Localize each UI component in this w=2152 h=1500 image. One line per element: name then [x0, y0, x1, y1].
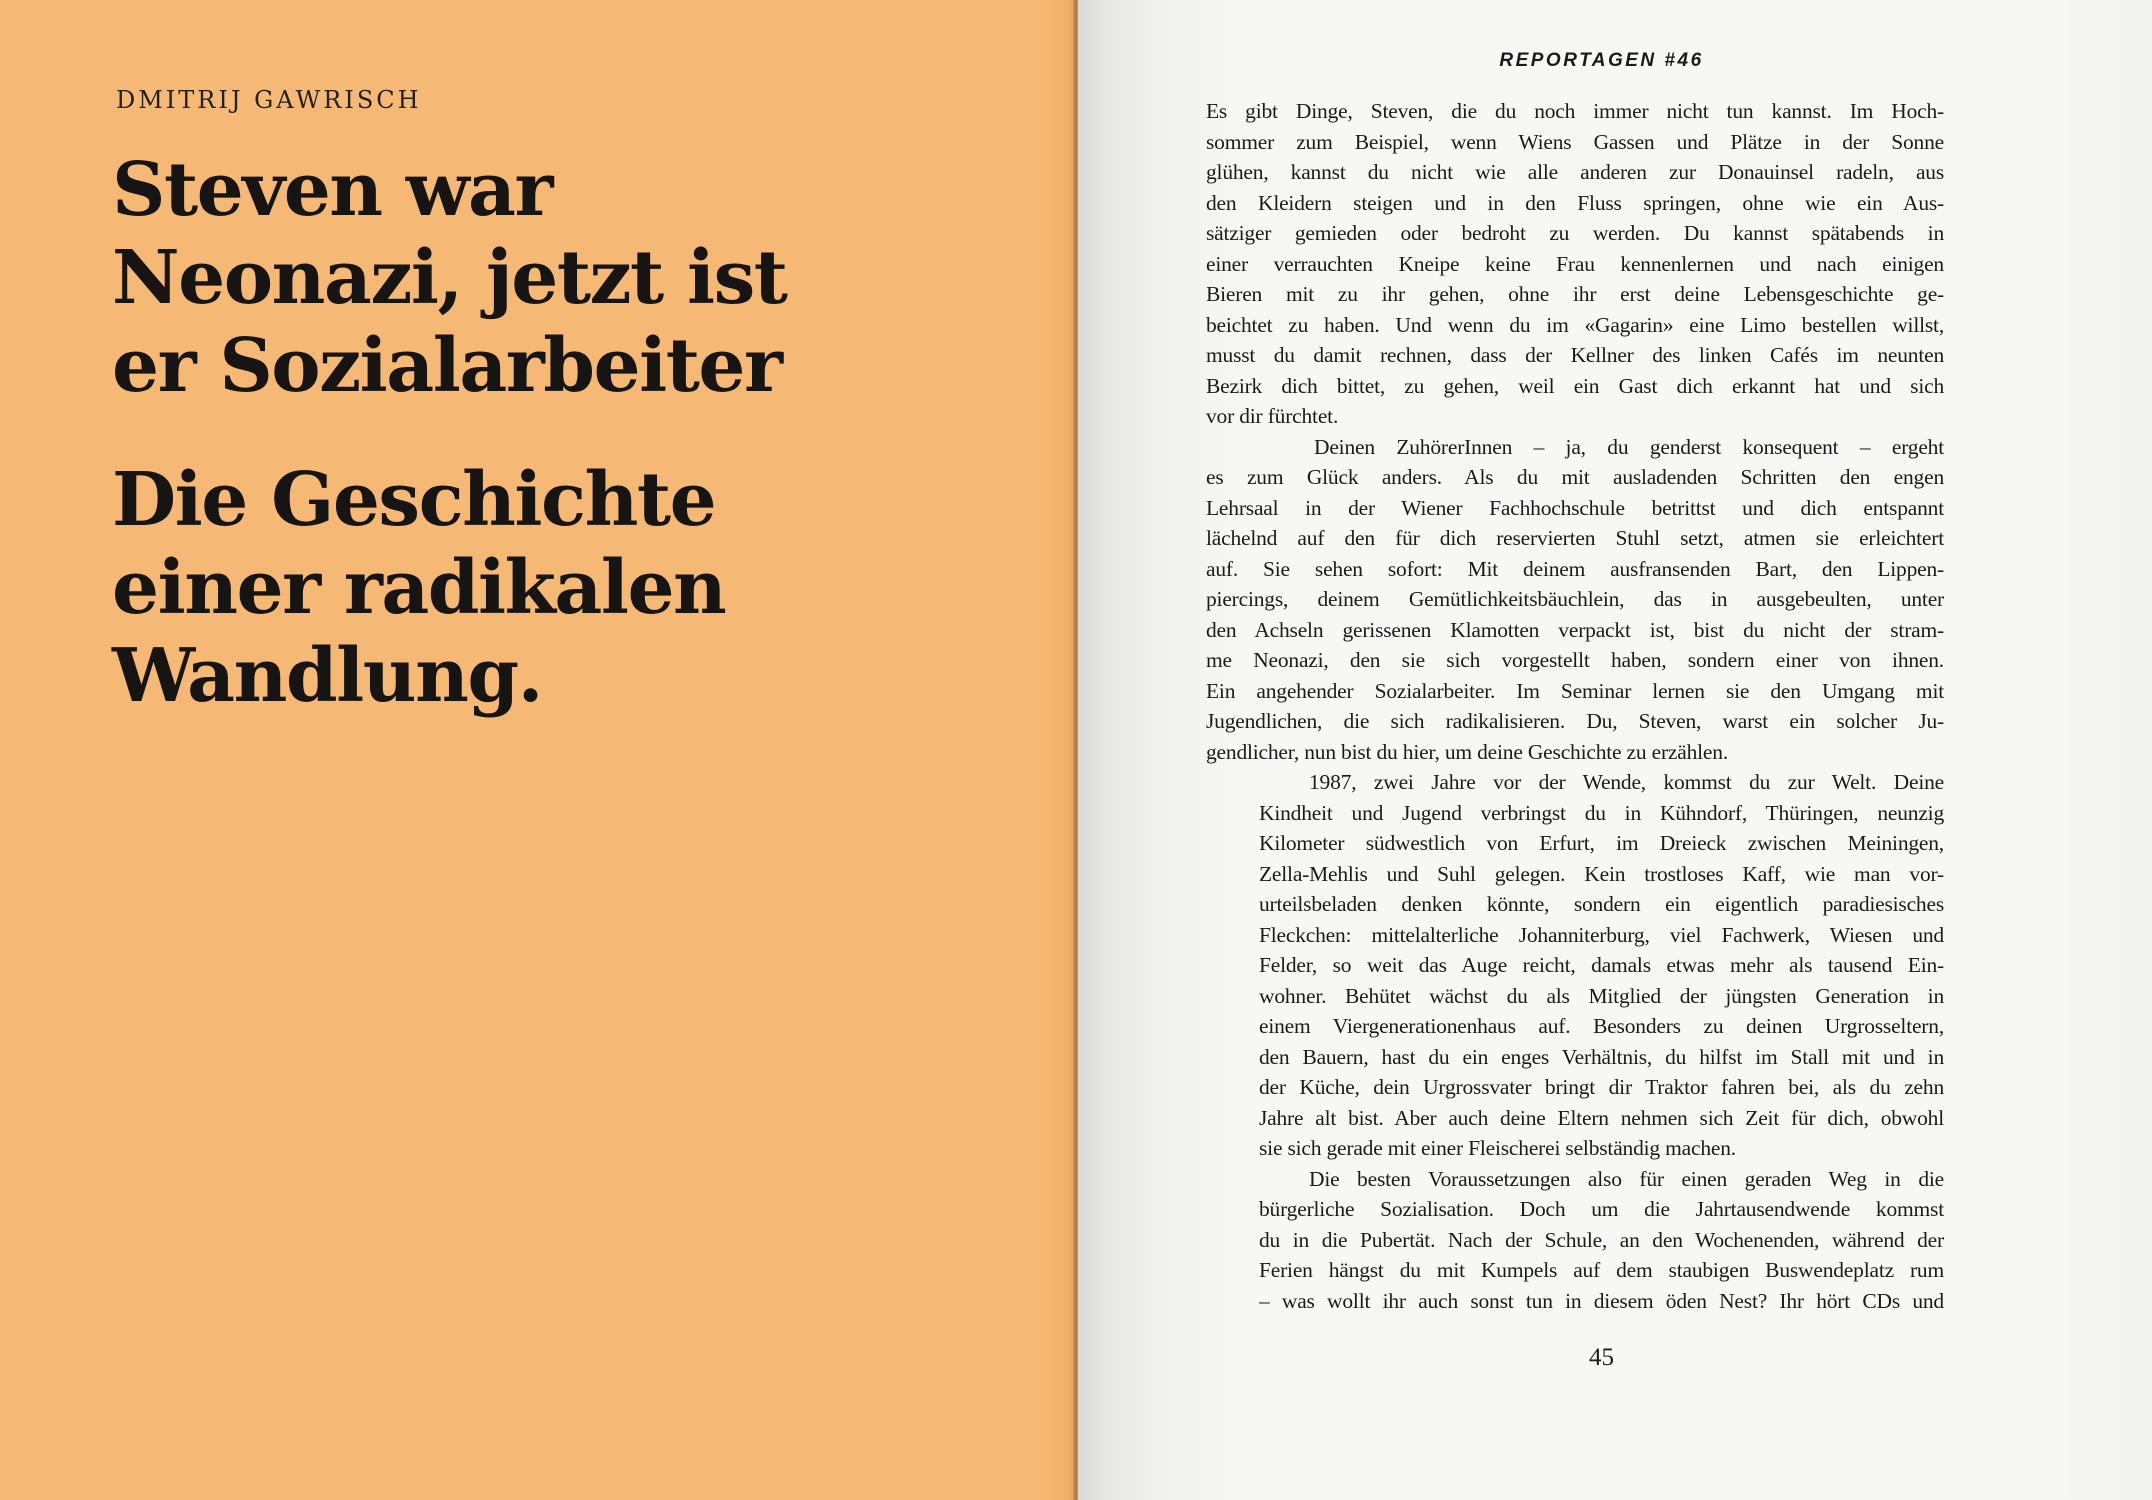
body-text-line: bürgerliche Sozialisation. Doch um die Jahrtausendwende kommst — [1259, 1197, 1944, 1221]
body-text-line: Lehrsaal in der Wiener Fachhochschule betrittst und dich entspannt — [1206, 495, 1944, 520]
body-text-line: vor dir fürchtet. — [1206, 404, 1339, 428]
body-text-line: Es gibt Dinge, Steven, die du noch immer nicht tun kannst. Im Hoch- — [1206, 99, 1944, 123]
body-text-line: Zella-Mehlis und Suhl gelegen. Kein trostloses Kaff, wie man vor- — [1259, 861, 1944, 886]
body-text-line: 1987, zwei Jahre vor der Wende, kommst du zur Welt. Deine — [1309, 770, 1944, 794]
body-text-line: sommer zum Beispiel, wenn Wiens Gassen und Plätze in der Sonne — [1206, 129, 1944, 154]
body-text-line: glühen, kannst du nicht wie alle anderen zur Donauinsel radeln, aus — [1206, 160, 1944, 184]
body-text-line: wohner. Behütet wächst du als Mitglied der jüngsten Generation in — [1259, 983, 1944, 1008]
title-line: Steven war — [112, 147, 552, 233]
body-text-column — [1206, 96, 1944, 1316]
body-text-line: musst du damit rechnen, dass der Kellner des linken Cafés im neunten — [1206, 343, 1944, 367]
article-subtitle — [112, 456, 1052, 720]
body-text-line: der Küche, dein Urgrossvater bringt dir Traktor fahren bei, als du zehn — [1259, 1075, 1944, 1099]
body-paragraph — [1259, 1164, 1944, 1317]
body-text-line: Ferien hängst du mit Kumpels auf dem staubigen Buswendeplatz rum — [1259, 1258, 1944, 1282]
body-text-line: den Achseln gerissenen Klamotten verpackt ist, bist du nicht der stram- — [1206, 617, 1944, 642]
article-title — [112, 146, 1052, 410]
body-text-line: den Kleidern steigen und in den Fluss springen, ohne wie ein Aus- — [1206, 190, 1944, 215]
author-name: DMITRIJ GAWRISCH — [116, 86, 422, 114]
title-line: Neonazi, jetzt ist — [112, 235, 787, 321]
running-header: REPORTAGEN #46 — [1499, 50, 1704, 71]
subtitle-line: Wandlung. — [112, 633, 542, 719]
body-text-line: Kindheit und Jugend verbringst du in Kühndorf, Thüringen, neunzig — [1259, 800, 1944, 825]
body-text-line: du in die Pubertät. Nach der Schule, an den Wochenenden, während der — [1259, 1227, 1944, 1252]
body-text-line: beichtet zu haben. Und wenn du im «Gagarin» eine Limo bestellen willst, — [1206, 312, 1944, 337]
body-text-line: sätziger gemieden oder bedroht zu werden. Du kannst spätabends in — [1206, 221, 1944, 245]
body-text-line: – was wollt ihr auch sonst tun in diesem öden Nest? Ihr hört CDs und — [1259, 1288, 1944, 1313]
body-paragraph — [1259, 767, 1944, 1164]
body-text-line: den Bauern, hast du ein enges Verhältnis, du hilfst im Stall mit und in — [1259, 1044, 1944, 1069]
subtitle-line: einer radikalen — [112, 545, 726, 631]
body-text-line: Bezirk dich bittet, zu gehen, weil ein Gast dich erkannt hat und sich — [1206, 373, 1944, 398]
right-page — [1078, 0, 2152, 1500]
title-line: er Sozialarbeiter — [112, 323, 782, 409]
body-text-line: Jahre alt bist. Aber auch deine Eltern nehmen sich Zeit für dich, obwohl — [1259, 1105, 1944, 1130]
body-text-line: urteilsbeladen denken könnte, sondern ein eigentlich paradiesisches — [1259, 892, 1944, 916]
body-text-line: Kilometer südwestlich von Erfurt, im Dreieck zwischen Meiningen, — [1259, 831, 1944, 855]
page-number: 45 — [1589, 1344, 1614, 1371]
body-text-line: Felder, so weit das Auge reicht, damals etwas mehr als tausend Ein- — [1259, 953, 1944, 977]
body-text-line: sie sich gerade mit einer Fleischerei selbständig machen. — [1259, 1136, 1736, 1160]
body-text-line: Bieren mit zu ihr gehen, ohne ihr erst deine Lebensgeschichte ge- — [1206, 282, 1944, 306]
body-text-line: lächelnd auf den für dich reservierten Stuhl setzt, atmen sie erleichtert — [1206, 526, 1944, 550]
body-text-line: einer verrauchten Kneipe keine Frau kennenlernen und nach einigen — [1206, 251, 1944, 276]
body-text-line: Ein angehender Sozialarbeiter. Im Seminar lernen sie den Umgang mit — [1206, 678, 1944, 703]
body-text-line: Die besten Voraussetzungen also für einen geraden Weg in die — [1309, 1166, 1944, 1191]
body-text-line: piercings, deinem Gemütlichkeitsbäuchlein, das in ausgebeulten, unter — [1206, 587, 1944, 611]
body-text-line: auf. Sie sehen sofort: Mit deinem ausfransenden Bart, den Lippen- — [1206, 556, 1944, 581]
body-text-line: es zum Glück anders. Als du mit ausladenden Schritten den engen — [1206, 465, 1944, 489]
body-text-line: gendlicher, nun bist du hier, um deine Geschichte zu erzählen. — [1206, 739, 1728, 764]
body-text-line: einem Viergenerationenhaus auf. Besonders zu deinen Urgrosseltern, — [1259, 1014, 1944, 1038]
body-paragraph — [1206, 96, 1944, 432]
body-paragraph — [1206, 432, 1944, 768]
body-text-line: Fleckchen: mittelalterliche Johanniterburg, viel Fachwerk, Wiesen und — [1259, 922, 1944, 947]
subtitle-line: Die Geschichte — [112, 457, 716, 543]
body-text-line: Deinen ZuhörerInnen – ja, du genderst konsequent – ergeht — [1314, 434, 1944, 459]
body-text-line: Jugendlichen, die sich radikalisieren. Du, Steven, warst ein solcher Ju- — [1206, 709, 1944, 733]
body-text-line: me Neonazi, den sie sich vorgestellt haben, sondern einer von ihnen. — [1206, 648, 1944, 672]
